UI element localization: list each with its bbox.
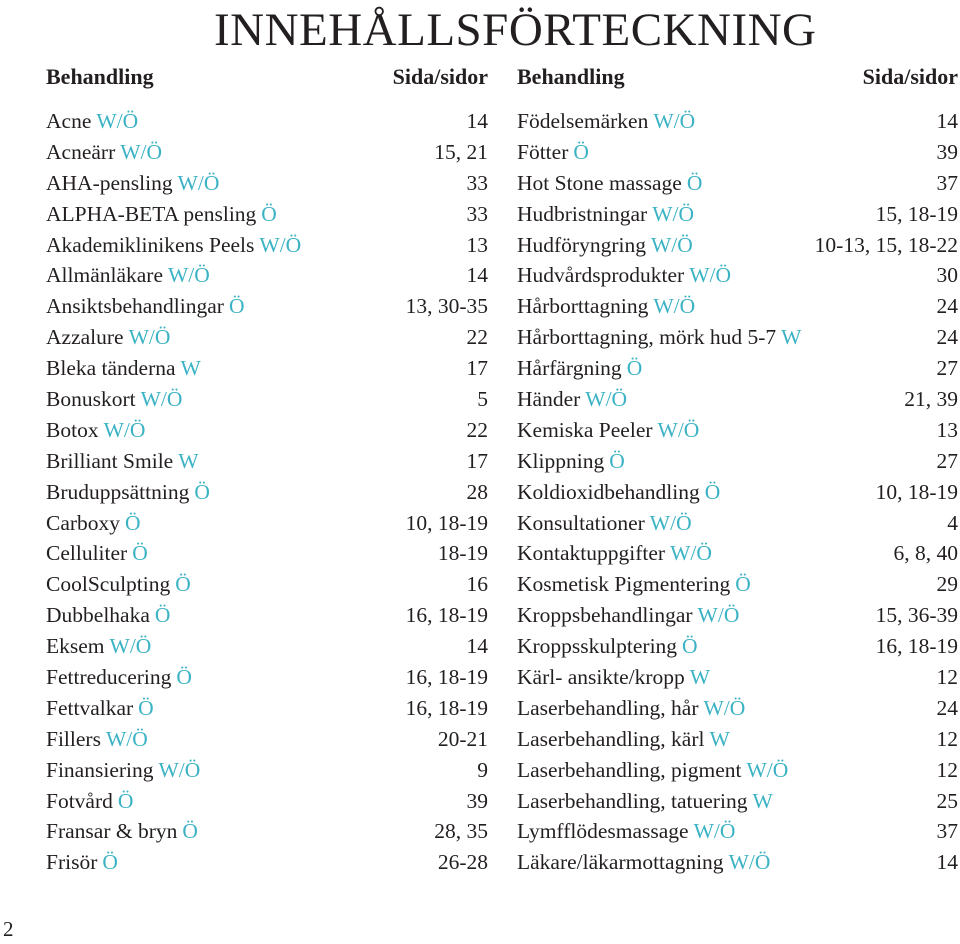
toc-entry [517, 168, 958, 199]
toc-entry [46, 415, 488, 446]
treatment-name: Azzalure [46, 325, 124, 350]
toc-entry [517, 137, 958, 168]
treatment-name: Händer [517, 387, 581, 412]
toc-column-right [517, 60, 958, 878]
toc-entry-label [46, 631, 151, 662]
page-reference: 33 [466, 170, 488, 195]
toc-entry-label [517, 816, 735, 847]
page-reference: 20-21 [437, 726, 488, 751]
treatment-header: Behandling [517, 64, 625, 89]
treatment-name: ALPHA-BETA pensling [46, 201, 257, 226]
location-code: W/Ö [703, 695, 746, 720]
treatment-name: Koldioxidbehandling [517, 479, 700, 504]
location-code: W [689, 665, 711, 690]
toc-entry [517, 508, 958, 539]
toc-entry [46, 755, 488, 786]
toc-entry-label [517, 662, 710, 693]
toc-entry [46, 724, 488, 755]
location-code: W/Ö [653, 294, 696, 319]
treatment-name: AHA-pensling [46, 170, 173, 195]
toc-entry [46, 291, 488, 322]
page-reference: 17 [466, 356, 488, 381]
page-reference: 24 [936, 294, 958, 319]
toc-entry-label [517, 199, 694, 230]
toc-entry-label [46, 322, 170, 353]
location-code: Ö [132, 541, 148, 566]
page-reference: 13 [936, 417, 958, 442]
treatment-name: Akademiklinikens Peels [46, 232, 255, 257]
treatment-name: Ansiktsbehandlingar [46, 294, 224, 319]
treatment-name: Kroppsskulptering [517, 634, 678, 659]
toc-entry-label [517, 291, 695, 322]
location-code: W/Ö [657, 417, 700, 442]
location-code: W/Ö [259, 232, 302, 257]
location-code: Ö [176, 665, 192, 690]
location-code: Ö [138, 695, 154, 720]
treatment-name: Fettreducering [46, 665, 172, 690]
location-code: W/Ö [96, 109, 139, 133]
treatment-name: Födelsemärken [517, 109, 649, 133]
toc-entry [517, 260, 958, 291]
toc-entry-label [46, 415, 145, 446]
location-code: W [709, 726, 730, 751]
toc-entry-label [46, 755, 200, 786]
toc-entry [517, 353, 958, 384]
toc-column-left [46, 60, 488, 878]
toc-entry-label [517, 230, 693, 261]
toc-entry [517, 199, 958, 230]
toc-entry [517, 106, 958, 137]
toc-entry-label [517, 508, 692, 539]
location-code: W/Ö [109, 634, 152, 659]
location-code: W/Ö [693, 819, 736, 844]
location-code: Ö [609, 448, 625, 473]
treatment-name: Kärl- ansikte/kropp [517, 665, 685, 690]
toc-entry [46, 106, 488, 137]
toc-entry [517, 322, 958, 353]
location-code: Ö [261, 201, 277, 226]
page-reference: 16, 18-19 [405, 695, 488, 720]
treatment-name: Bonuskort [46, 387, 136, 412]
treatment-name: Kontaktuppgifter [517, 541, 666, 566]
location-code: Ö [102, 850, 118, 875]
treatment-name: Frisör [46, 850, 98, 875]
treatment-name: Hudföryngring [517, 232, 646, 257]
treatment-name: Klippning [517, 448, 605, 473]
toc-list [46, 106, 488, 878]
location-code: W/Ö [585, 387, 628, 412]
location-code: W/Ö [103, 417, 146, 442]
treatment-name: Lymfflödesmassage [517, 819, 689, 844]
toc-entry-label [46, 508, 141, 539]
treatment-name: Acne [46, 109, 92, 133]
toc-entry [517, 230, 958, 261]
page-reference: 4 [947, 510, 958, 535]
treatment-name: Laserbehandling, pigment [517, 757, 742, 782]
toc-entry-label [517, 322, 801, 353]
toc-entry-label [46, 847, 118, 878]
location-code: Ö [626, 356, 643, 381]
column-header [46, 60, 488, 94]
treatment-name: Dubbelhaka [46, 603, 150, 628]
toc-entry-label [517, 847, 770, 878]
page-reference: 26-28 [437, 850, 488, 875]
toc-list [517, 106, 958, 878]
location-code: W/Ö [140, 387, 183, 412]
treatment-name: Hårfärgning [517, 356, 622, 381]
page-title: INNEHÅLLSFÖRTECKNING [214, 4, 817, 56]
toc-entry-label [46, 724, 148, 755]
page-reference: 37 [936, 819, 958, 844]
treatment-name: Läkare/läkarmottagning [517, 850, 724, 875]
location-code: W/Ö [177, 170, 220, 195]
toc-entry [46, 847, 488, 878]
page-reference: 16 [466, 572, 488, 597]
toc-entry-label [517, 260, 731, 291]
toc-entry [517, 446, 958, 477]
location-code: W/Ö [653, 109, 696, 133]
treatment-name: Kemiska Peeler [517, 417, 653, 442]
page-reference: 27 [936, 356, 958, 381]
toc-entry-label [517, 477, 720, 508]
toc-entry-label [46, 816, 198, 847]
toc-entry-label [517, 600, 739, 631]
treatment-name: Fillers [46, 726, 101, 751]
page-reference: 14 [466, 263, 488, 288]
toc-entry-label [517, 569, 751, 600]
toc-entry [517, 631, 958, 662]
toc-entry-label [46, 291, 244, 322]
page-number: 2 [3, 917, 14, 941]
column-header [517, 60, 958, 94]
toc-entry-label [46, 137, 162, 168]
treatment-name: Hårborttagning, mörk hud 5-7 [517, 325, 777, 350]
toc-entry [46, 662, 488, 693]
toc-entry-label [46, 786, 133, 817]
toc-entry [46, 786, 488, 817]
location-code: Ö [573, 139, 589, 164]
treatment-name: Brilliant Smile [46, 448, 174, 473]
location-code: Ö [194, 479, 210, 504]
location-code: W/Ö [652, 201, 694, 226]
toc-entry [46, 199, 488, 230]
page-reference: 10-13, 15, 18-22 [814, 232, 958, 257]
toc-entry [517, 786, 958, 817]
toc-entry [517, 569, 958, 600]
location-code: W/Ö [128, 325, 171, 350]
page-reference: 24 [936, 695, 958, 720]
toc-entry [46, 137, 488, 168]
treatment-name: Laserbehandling, tatuering [517, 788, 748, 813]
page-reference: 21, 39 [904, 387, 958, 412]
location-code: W/Ö [158, 757, 201, 782]
toc-entry-label [517, 724, 730, 755]
page-reference: 39 [936, 139, 958, 164]
toc-entry-label [517, 446, 625, 477]
toc-entry-label [517, 353, 642, 384]
toc-entry [517, 538, 958, 569]
page-reference: 30 [936, 263, 958, 288]
toc-entry [517, 662, 958, 693]
location-code: Ö [154, 603, 171, 628]
treatment-name: Hot Stone massage [517, 170, 682, 195]
page-reference: 28 [466, 479, 488, 504]
toc-entry-label [517, 755, 788, 786]
toc-entry [46, 508, 488, 539]
toc-entry [517, 415, 958, 446]
treatment-name: Fettvalkar [46, 695, 134, 720]
toc-entry-label [517, 168, 702, 199]
treatment-name: Hårborttagning [517, 294, 649, 319]
toc-entry-label [46, 600, 170, 631]
location-code: Ö [682, 634, 698, 659]
toc-entry-label [517, 538, 712, 569]
location-code: W [752, 788, 773, 813]
toc-entry [46, 693, 488, 724]
page-reference: 12 [936, 665, 958, 690]
treatment-name: Konsultationer [517, 510, 645, 535]
toc-entry [46, 168, 488, 199]
treatment-name: Eksem [46, 634, 105, 659]
toc-entry-label [46, 477, 210, 508]
page-reference: 27 [936, 448, 958, 473]
toc-entry-label [517, 137, 589, 168]
toc-entry [46, 446, 488, 477]
page-reference: 22 [466, 325, 488, 350]
toc-entry-label [517, 693, 745, 724]
toc-entry [517, 477, 958, 508]
toc-entry [46, 322, 488, 353]
toc-entry [46, 353, 488, 384]
page-reference: 29 [936, 572, 958, 597]
location-code: Ö [125, 510, 141, 535]
treatment-name: Kosmetisk Pigmentering [517, 572, 731, 597]
toc-entry [46, 384, 488, 415]
toc-entry-label [517, 384, 627, 415]
page-reference: 14 [466, 634, 488, 659]
page-reference: 16, 18-19 [875, 634, 958, 659]
toc-entry-label [46, 569, 191, 600]
toc-entry-label [517, 631, 698, 662]
page-reference: 10, 18-19 [875, 479, 958, 504]
location-code: Ö [175, 572, 191, 597]
toc-entry-label [46, 384, 182, 415]
toc-entry [46, 816, 488, 847]
toc-entry-label [46, 199, 277, 230]
page-reference: 12 [936, 726, 958, 751]
location-code: W/Ö [105, 726, 148, 751]
page-reference: 15, 21 [434, 139, 488, 164]
toc-entry [517, 816, 958, 847]
location-code: W [180, 356, 201, 381]
treatment-name: Laserbehandling, hår [517, 695, 699, 720]
treatment-name: Laserbehandling, kärl [517, 726, 705, 751]
toc-entry [46, 260, 488, 291]
page-reference: 24 [936, 325, 958, 350]
location-code: W [178, 448, 199, 473]
treatment-name: Fötter [517, 139, 569, 164]
treatment-name: Fransar & bryn [46, 819, 178, 844]
toc-entry [46, 477, 488, 508]
location-code: Ö [117, 788, 134, 813]
location-code: W/Ö [120, 139, 163, 164]
location-code: Ö [735, 572, 751, 597]
toc-entry [46, 631, 488, 662]
toc-entry-label [517, 415, 699, 446]
toc-entry [517, 384, 958, 415]
treatment-name: Hudvårdsprodukter [517, 263, 685, 288]
treatment-name: Allmänläkare [46, 263, 164, 288]
page-reference: 14 [936, 109, 958, 133]
page-reference: 13 [466, 232, 488, 257]
page-reference: 14 [466, 109, 488, 133]
toc-entry [517, 291, 958, 322]
toc-entry-label [46, 106, 138, 137]
page-reference: 16, 18-19 [405, 665, 488, 690]
toc-entry-label [46, 260, 210, 291]
treatment-header: Behandling [46, 64, 154, 89]
page-reference: 5 [477, 387, 488, 412]
location-code: W/Ö [168, 263, 210, 288]
toc-entry-label [517, 106, 695, 137]
page-reference: 15, 36-39 [875, 603, 958, 628]
location-code: Ö [228, 294, 245, 319]
toc-entry [517, 755, 958, 786]
toc-entry-label [46, 446, 199, 477]
location-code: Ö [686, 170, 703, 195]
location-code: Ö [704, 479, 721, 504]
page-reference: 6, 8, 40 [893, 541, 958, 566]
page-reference: 16, 18-19 [405, 603, 488, 628]
location-code: W/Ö [689, 263, 731, 288]
toc-entry [517, 847, 958, 878]
page-reference: 33 [466, 201, 488, 226]
location-code: W/Ö [670, 541, 712, 566]
toc-entry [46, 230, 488, 261]
toc-entry-label [46, 168, 219, 199]
location-code: W/Ö [697, 603, 740, 628]
toc-entry [46, 538, 488, 569]
toc-entry-label [46, 662, 192, 693]
page-reference: 22 [466, 417, 488, 442]
toc-entry [517, 724, 958, 755]
treatment-name: Kroppsbehandlingar [517, 603, 693, 628]
treatment-name: Bleka tänderna [46, 356, 176, 381]
treatment-name: Hudbristningar [517, 201, 648, 226]
page-reference: 14 [936, 850, 958, 875]
toc-entry [46, 600, 488, 631]
page-reference: 39 [466, 788, 488, 813]
treatment-name: Carboxy [46, 510, 121, 535]
treatment-name: Fotvård [46, 788, 113, 813]
location-code: W [781, 325, 802, 350]
page-reference: 9 [477, 757, 488, 782]
page-reference: 25 [936, 788, 958, 813]
location-code: W/Ö [728, 850, 771, 875]
toc-entry [46, 569, 488, 600]
page-reference: 15, 18-19 [875, 201, 958, 226]
location-code: W/Ö [650, 232, 693, 257]
toc-entry-label [46, 538, 148, 569]
page-reference: 12 [936, 757, 958, 782]
location-code: Ö [182, 819, 198, 844]
location-code: W/Ö [746, 757, 789, 782]
treatment-name: Bruduppsättning [46, 479, 190, 504]
treatment-name: Finansiering [46, 757, 154, 782]
toc-entry-label [46, 693, 154, 724]
toc-entry-label [46, 230, 301, 261]
treatment-name: Celluliter [46, 541, 128, 566]
page-reference: 18-19 [437, 541, 488, 566]
page-reference: 37 [936, 170, 958, 195]
pages-header: Sida/sidor [862, 64, 958, 89]
treatment-name: CoolSculpting [46, 572, 171, 597]
treatment-name: Botox [46, 417, 99, 442]
toc-entry [517, 693, 958, 724]
page-reference: 28, 35 [434, 819, 488, 844]
page-reference: 17 [466, 448, 488, 473]
page-reference: 13, 30-35 [405, 294, 488, 319]
toc-entry-label [517, 786, 773, 817]
toc-entry-label [46, 353, 201, 384]
page-reference: 10, 18-19 [405, 510, 488, 535]
location-code: W/Ö [649, 510, 692, 535]
treatment-name: Acneärr [46, 139, 116, 164]
toc-entry [517, 600, 958, 631]
pages-header: Sida/sidor [392, 64, 488, 89]
